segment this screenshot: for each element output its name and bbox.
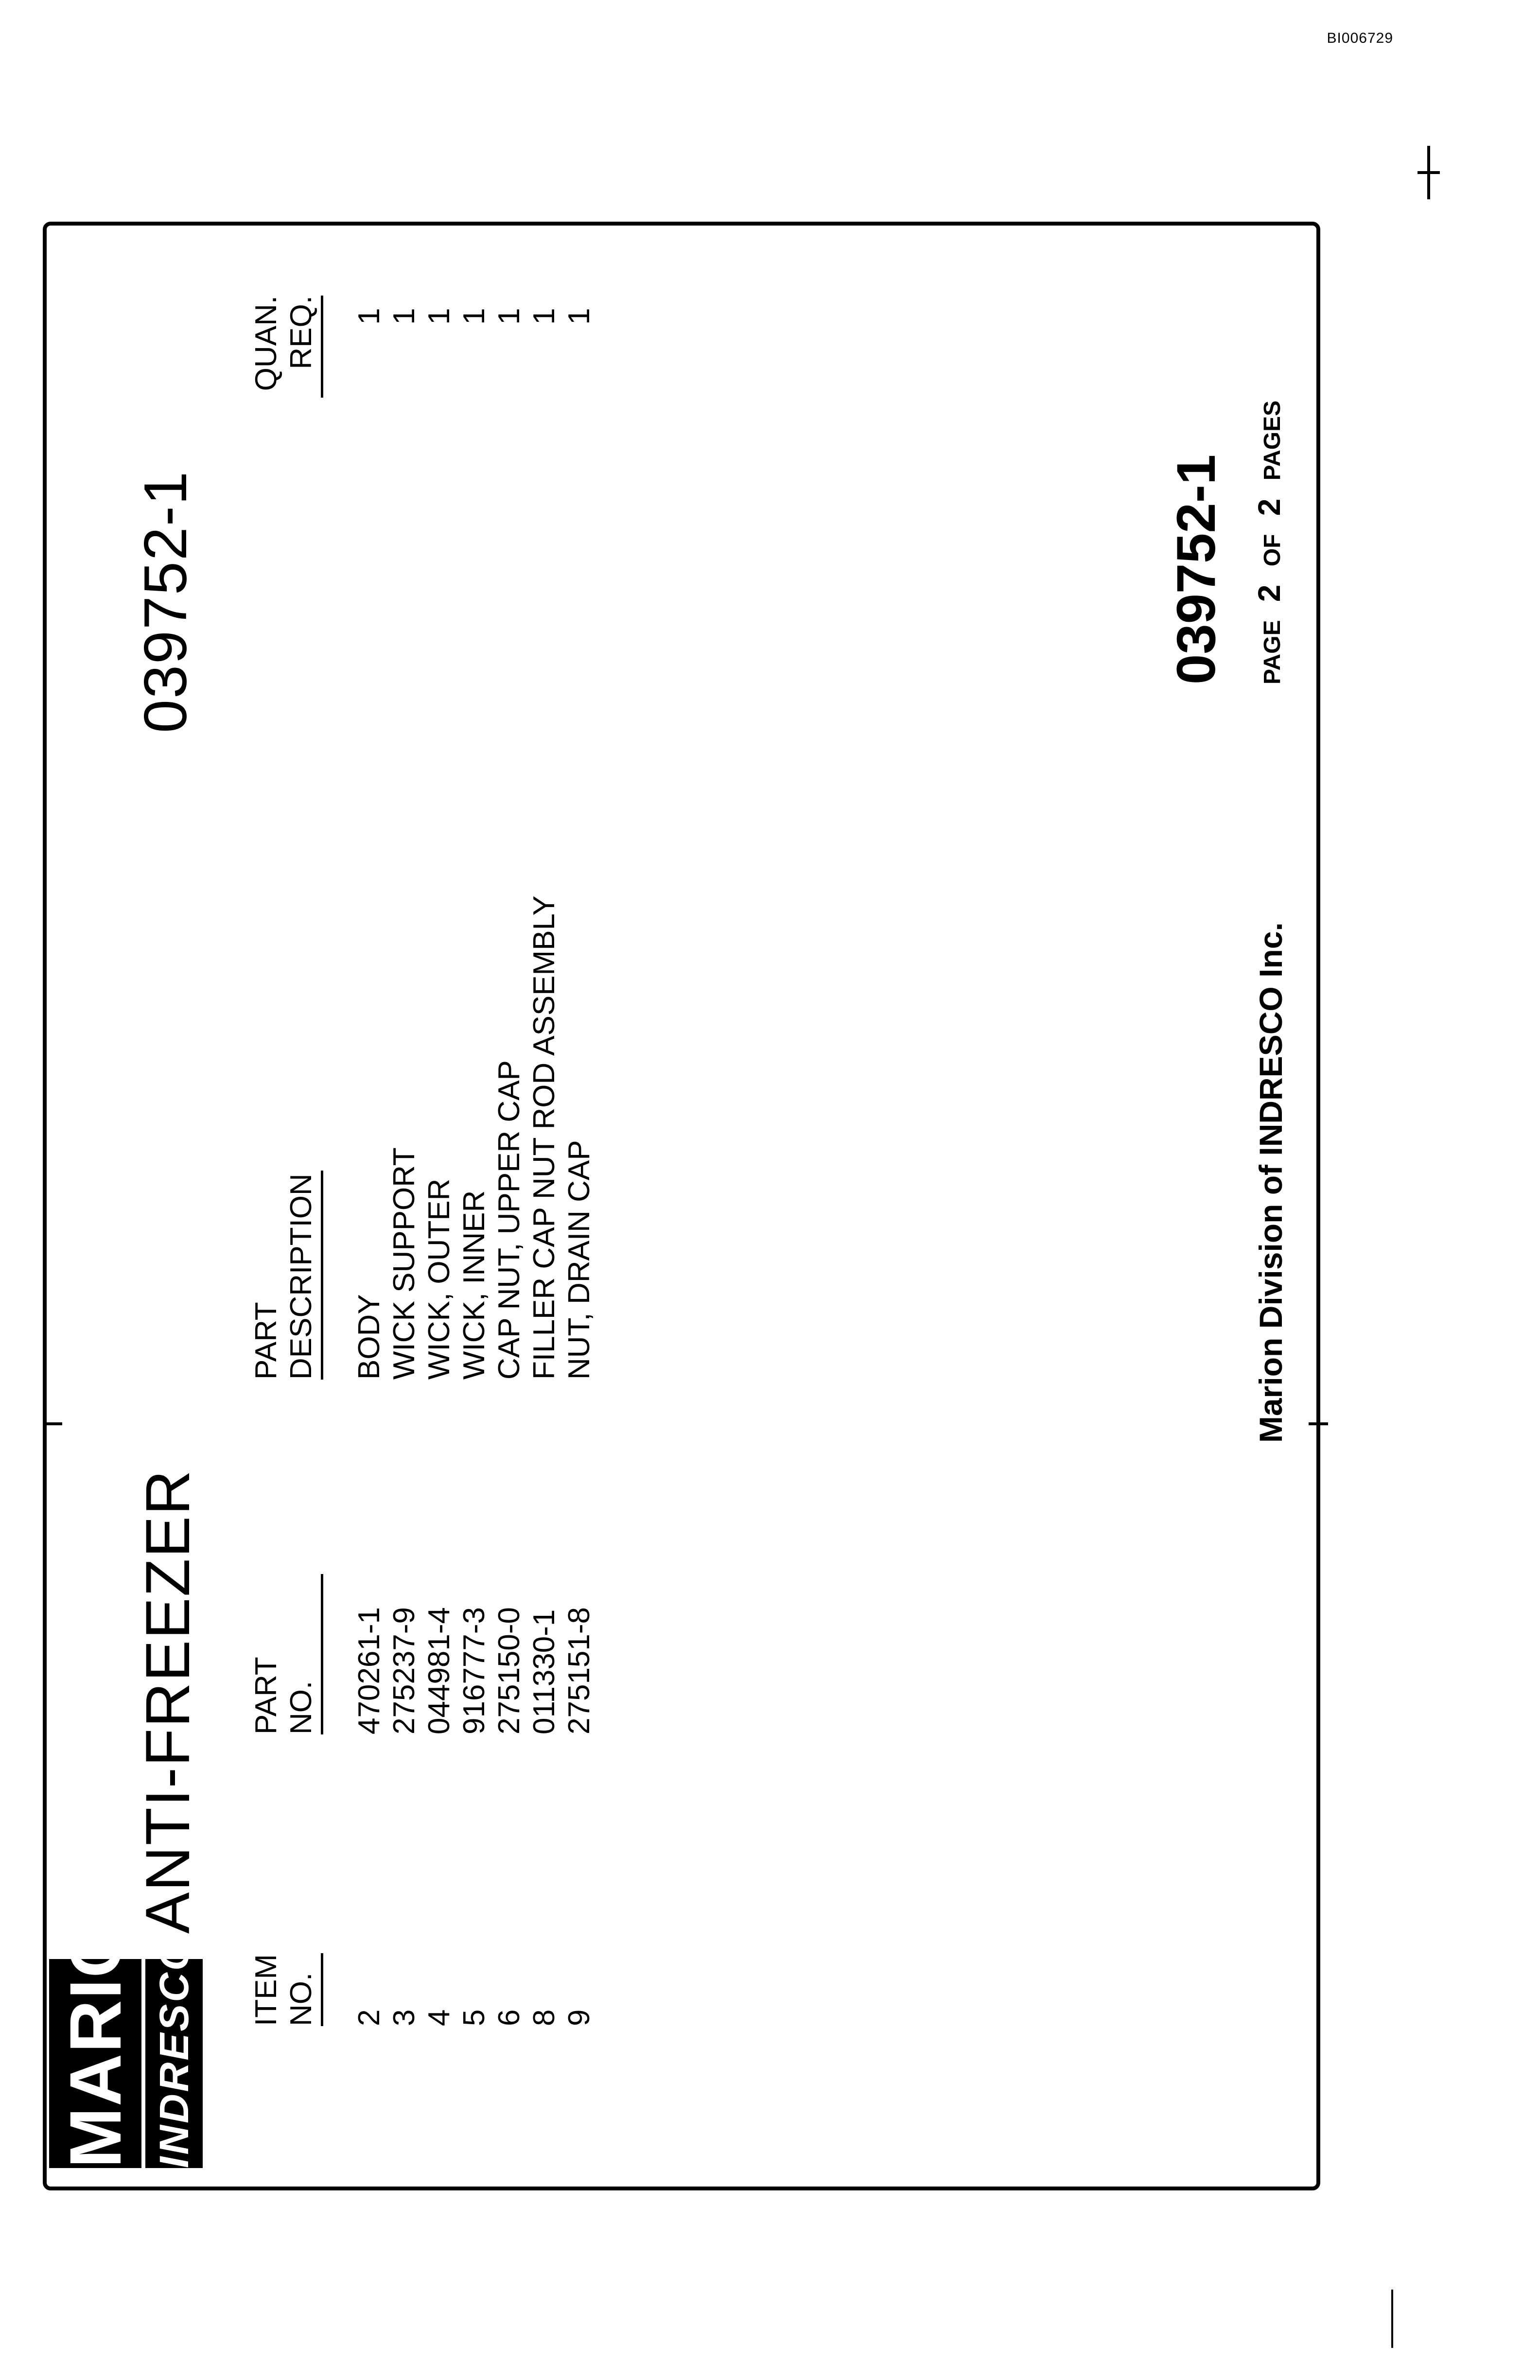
part-description: WICK, INNER	[457, 1190, 491, 1380]
column-header-item	[249, 1953, 323, 2026]
column-header-quantity	[249, 296, 323, 398]
column-header-quantity-line1: QUAN.	[249, 296, 283, 391]
part-description: FILLER CAP NUT ROD ASSEMBLY	[527, 895, 561, 1380]
column-header-description-line1: PART	[249, 1302, 283, 1380]
item-number: 8	[527, 2009, 561, 2026]
table-row	[352, 2010, 387, 2026]
column-header-part-no-line2: NO.	[284, 1574, 323, 1734]
footer-document-number: 039752-1	[1166, 454, 1226, 684]
column-header-quantity-line2: REQ.	[284, 296, 323, 398]
footer-company: Marion Division of INDRESCO Inc.	[1253, 922, 1289, 1443]
item-number: 6	[492, 2009, 526, 2026]
of-label: OF	[1260, 534, 1285, 567]
part-description: NUT, DRAIN CAP	[562, 1140, 596, 1380]
part-number: 011330-1	[527, 1609, 561, 1734]
part-number: 275237-9	[387, 1607, 421, 1734]
part-description: WICK, OUTER	[422, 1178, 456, 1380]
item-number: 5	[457, 2009, 491, 2026]
part-number: 275150-0	[492, 1607, 526, 1734]
column-header-item-line1: ITEM	[249, 1954, 283, 2026]
quantity: 1	[527, 308, 561, 325]
page-number: 2	[1252, 584, 1287, 602]
column-header-item-line2: NO.	[284, 1953, 323, 2026]
document-frame	[43, 222, 1320, 2190]
quantity: 1	[562, 308, 596, 325]
logo-subbrand: INDRESCO	[145, 1959, 203, 2168]
total-pages: 2	[1252, 498, 1287, 516]
column-header-part-no-line1: PART	[249, 1657, 283, 1734]
page-label: PAGE	[1260, 620, 1285, 684]
page-title: ANTI-FREEZER	[133, 1469, 203, 1934]
column-header-part-no	[249, 1574, 323, 1734]
part-number: 275151-8	[562, 1607, 596, 1734]
column-header-description	[249, 1171, 323, 1380]
margin-tick-bottom-right	[1391, 2290, 1393, 2348]
column-header-description-line2: DESCRIPTION	[284, 1171, 323, 1380]
document-id: BI006729	[1327, 30, 1393, 46]
part-number: 044981-4	[422, 1607, 456, 1734]
quantity: 1	[352, 308, 386, 325]
quantity: 1	[387, 308, 421, 325]
quantity: 1	[492, 308, 526, 325]
part-number: 470261-1	[352, 1607, 386, 1734]
part-description: BODY	[352, 1294, 386, 1380]
part-description: CAP NUT, UPPER CAP	[492, 1060, 526, 1380]
item-number: 2	[352, 2009, 386, 2026]
part-description: WICK SUPPORT	[387, 1147, 421, 1380]
item-number: 4	[422, 2009, 456, 2026]
rotated-sheet	[47, 226, 1316, 2187]
logo-brand: MARION	[49, 1959, 141, 2168]
margin-tick-top-right-bar	[1418, 171, 1440, 174]
page-indicator	[1251, 401, 1287, 684]
part-number: 916777-3	[457, 1607, 491, 1734]
quantity: 1	[422, 308, 456, 325]
item-number: 9	[562, 2009, 596, 2026]
document-number: 039752-1	[132, 470, 199, 733]
item-number: 3	[387, 2009, 421, 2026]
pages-label: PAGES	[1260, 400, 1285, 481]
marion-indresco-logo	[49, 1866, 205, 2168]
quantity: 1	[457, 308, 491, 325]
